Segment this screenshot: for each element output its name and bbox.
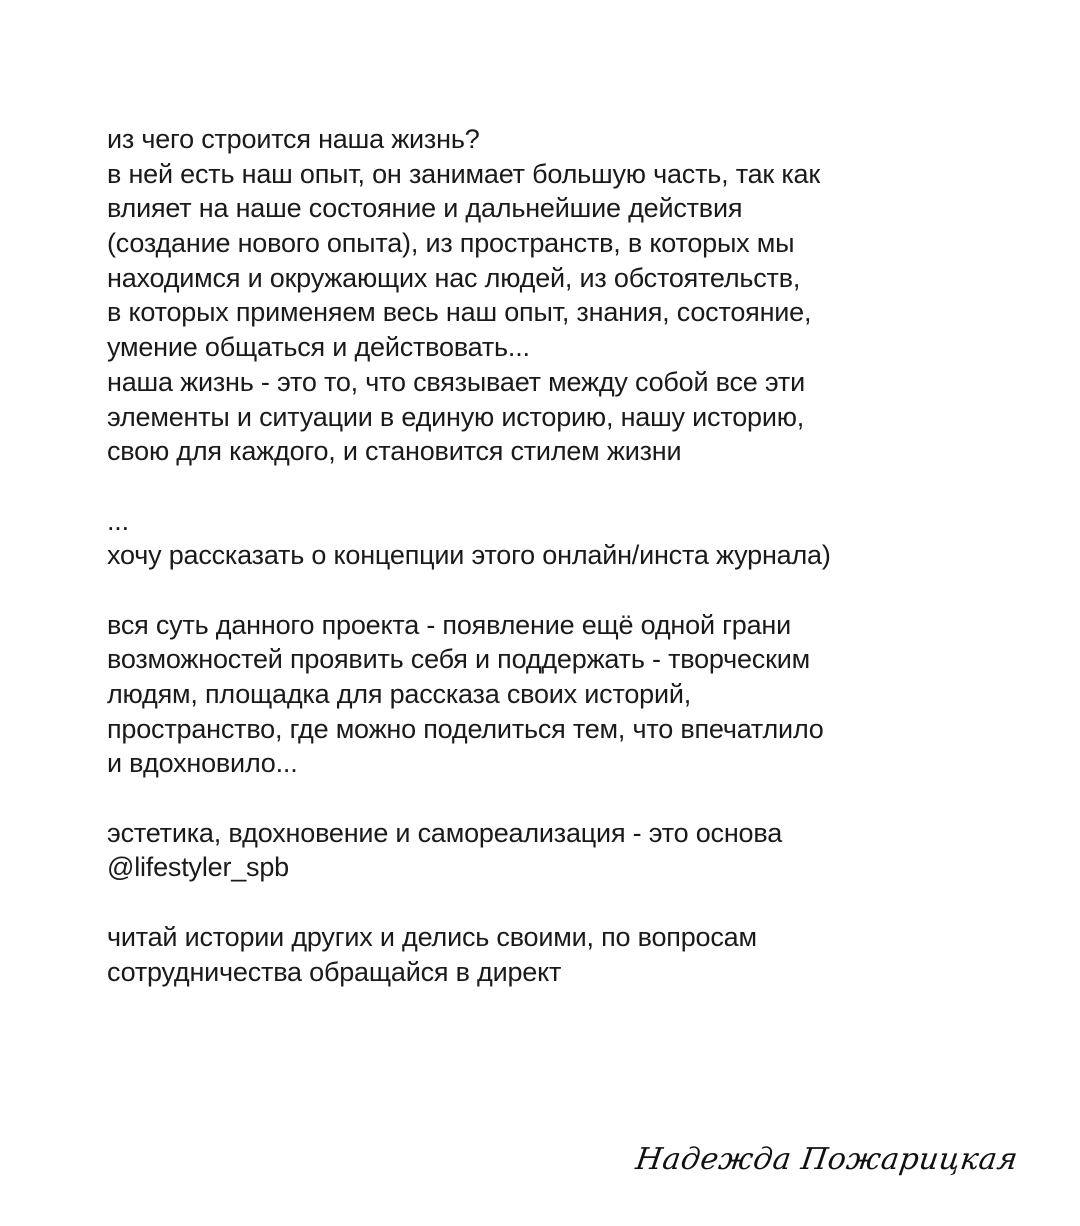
- text-line: влияет на наше состояние и дальнейшие действия: [107, 193, 743, 224]
- paragraph-spacer: [107, 781, 907, 816]
- handle-mention: @lifestyler_spb: [107, 852, 289, 883]
- text-line: эстетика, вдохновение и самореализация - это основа: [107, 817, 783, 848]
- text-line: в которых применяем весь наш опыт, знания, состояние,: [107, 297, 812, 328]
- text-line: находимся и окружающих нас людей, из обстоятельств,: [107, 262, 801, 293]
- text-line: элементы и ситуации в единую историю, нашу историю,: [107, 401, 805, 432]
- text-line: возможностей проявить себя и поддержать - творческим: [107, 644, 810, 675]
- text-line: людям, площадка для рассказа своих историй,: [107, 679, 692, 709]
- text-line: читай истории других и делись своими, по вопросам: [107, 921, 757, 952]
- text-line: (создание нового опыта), из пространств, в которых мы: [107, 228, 795, 259]
- text-line: ...: [107, 505, 129, 536]
- paragraph-spacer: [107, 885, 907, 920]
- paragraph-intro: [107, 122, 907, 469]
- text-line: сотрудничества обращайся в директ: [107, 956, 562, 987]
- text-line: умение общаться и действовать...: [107, 332, 530, 363]
- text-line: и вдохновило...: [107, 748, 298, 779]
- paragraph-concept: [107, 504, 907, 573]
- text-line: пространство, где можно поделиться тем, что впечатлило: [107, 713, 824, 744]
- text-line: из чего строится наша жизнь?: [107, 124, 480, 154]
- paragraph-spacer: [107, 469, 907, 504]
- text-line: свою для каждого, и становится стилем жизни: [107, 436, 682, 467]
- paragraph-aesthetics: [107, 816, 907, 885]
- paragraph-contact: [107, 920, 907, 989]
- text-line: в ней есть наш опыт, он занимает большую часть, так как: [107, 158, 820, 189]
- paragraph-project: [107, 608, 907, 781]
- paragraph-spacer: [107, 573, 907, 608]
- text-block: [107, 122, 907, 989]
- text-line: наша жизнь - это то, что связывает между собой все эти: [107, 366, 805, 397]
- text-line: вся суть данного проекта - появление ещё одной грани: [107, 609, 792, 640]
- text-line: хочу рассказать о концепции этого онлайн/инста журнала): [107, 540, 831, 571]
- author-signature: Надежда Пожарицкая: [633, 1142, 1021, 1177]
